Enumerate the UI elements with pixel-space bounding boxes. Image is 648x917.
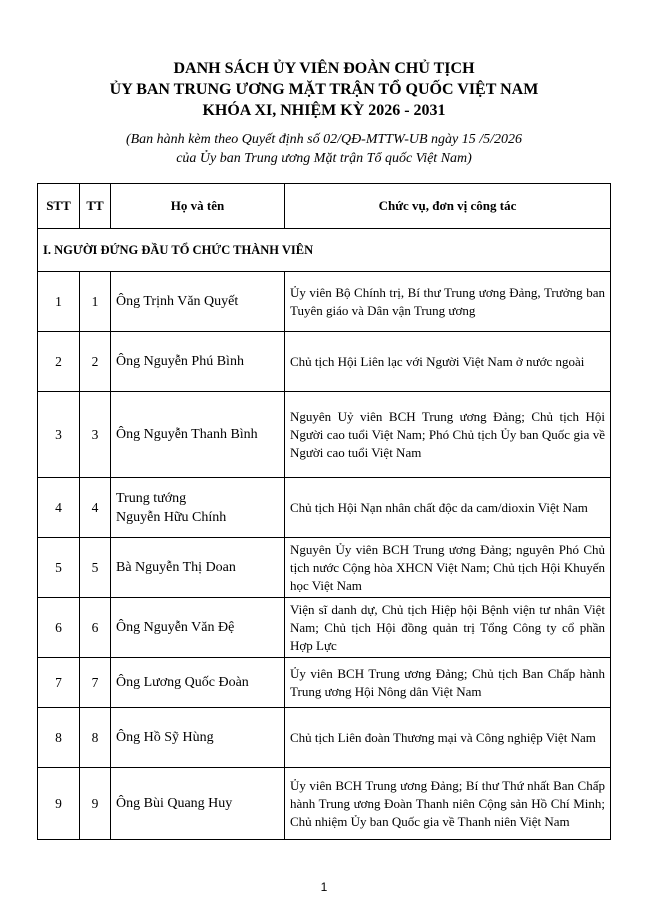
row-role: Ủy viên Bộ Chính trị, Bí thư Trung ương Đảng, Trưởng ban Tuyên giáo và Dân vận Trung ương xyxy=(285,272,611,332)
row-name: Bà Nguyễn Thị Doan xyxy=(111,538,285,598)
row-name: Ông Nguyễn Phú Bình xyxy=(111,332,285,392)
row-role: Viện sĩ danh dự, Chủ tịch Hiệp hội Bệnh viện tư nhân Việt Nam; Chủ tịch Hội đồng quản trị Tổng Công ty cổ phần Hợp Lực xyxy=(285,598,611,658)
row-tt: 9 xyxy=(80,768,111,840)
row-tt: 5 xyxy=(80,538,111,598)
header-name: Họ và tên xyxy=(111,184,285,229)
subtitle-line-1: (Ban hành kèm theo Quyết định số 02/QĐ-MTTW-UB ngày 15 /5/2026 xyxy=(125,132,523,147)
header-tt: TT xyxy=(80,184,111,229)
row-tt: 3 xyxy=(80,392,111,478)
table-row xyxy=(38,392,611,478)
row-stt: 5 xyxy=(38,538,80,598)
row-tt: 8 xyxy=(80,708,111,768)
row-name: Trung tướng Nguyễn Hữu Chính xyxy=(111,478,285,538)
row-role: Ủy viên BCH Trung ương Đảng; Bí thư Thứ nhất Ban Chấp hành Trung ương Đoàn Thanh niên Cộng sản Hồ Chí Minh; Chủ nhiệm Ủy ban Quốc gia về Thanh niên Việt Nam xyxy=(285,768,611,840)
title-line-3: KHÓA XI, NHIỆM KỲ 2026 - 2031 xyxy=(202,102,446,119)
row-stt: 8 xyxy=(38,708,80,768)
row-tt: 2 xyxy=(80,332,111,392)
header-role: Chức vụ, đơn vị công tác xyxy=(285,184,611,229)
table-row xyxy=(38,332,611,392)
row-role: Nguyên Uỷ viên BCH Trung ương Đảng; Chủ tịch Hội Người cao tuổi Việt Nam; Phó Chủ tịch Ủy ban Quốc gia về Người cao tuổi Việt Nam xyxy=(285,392,611,478)
row-stt: 1 xyxy=(38,272,80,332)
table-row xyxy=(38,598,611,658)
table-row xyxy=(38,708,611,768)
row-stt: 3 xyxy=(38,392,80,478)
roster-table xyxy=(37,183,611,840)
row-stt: 9 xyxy=(38,768,80,840)
row-tt: 4 xyxy=(80,478,111,538)
row-tt: 6 xyxy=(80,598,111,658)
title-line-2: ỦY BAN TRUNG ƯƠNG MẶT TRẬN TỔ QUỐC VIỆT NAM xyxy=(109,81,539,98)
row-tt: 7 xyxy=(80,658,111,708)
row-role: Nguyên Ủy viên BCH Trung ương Đảng; nguyên Phó Chủ tịch nước Cộng hòa XHCN Việt Nam; Chủ tịch Hội Khuyến học Việt Nam xyxy=(285,538,611,598)
section-title: I. NGƯỜI ĐỨNG ĐẦU TỔ CHỨC THÀNH VIÊN xyxy=(38,229,611,272)
row-tt: 1 xyxy=(80,272,111,332)
row-stt: 4 xyxy=(38,478,80,538)
page-number: 1 xyxy=(320,880,328,894)
row-stt: 7 xyxy=(38,658,80,708)
row-name: Ông Trịnh Văn Quyết xyxy=(111,272,285,332)
table-header-row xyxy=(38,184,611,229)
document-title xyxy=(0,58,648,121)
row-name: Ông Bùi Quang Huy xyxy=(111,768,285,840)
row-role: Chủ tịch Liên đoàn Thương mại và Công nghiệp Việt Nam xyxy=(285,708,611,768)
table-row xyxy=(38,478,611,538)
subtitle-line-2: của Ủy ban Trung ương Mặt trận Tổ quốc Việt Nam) xyxy=(176,151,472,166)
table-row xyxy=(38,538,611,598)
table-row xyxy=(38,768,611,840)
row-role: Chủ tịch Hội Liên lạc với Người Việt Nam ở nước ngoài xyxy=(285,332,611,392)
document-subtitle xyxy=(0,130,648,168)
table-row xyxy=(38,658,611,708)
section-row xyxy=(38,229,611,272)
row-name: Ông Hồ Sỹ Hùng xyxy=(111,708,285,768)
title-line-1: DANH SÁCH ỦY VIÊN ĐOÀN CHỦ TỊCH xyxy=(173,60,475,77)
row-role: Chủ tịch Hội Nạn nhân chất độc da cam/dioxin Việt Nam xyxy=(285,478,611,538)
row-role: Ủy viên BCH Trung ương Đảng; Chủ tịch Ban Chấp hành Trung ương Hội Nông dân Việt Nam xyxy=(285,658,611,708)
row-name: Ông Lương Quốc Đoàn xyxy=(111,658,285,708)
row-stt: 6 xyxy=(38,598,80,658)
header-stt: STT xyxy=(38,184,80,229)
table-row xyxy=(38,272,611,332)
row-name: Ông Nguyễn Thanh Bình xyxy=(111,392,285,478)
row-stt: 2 xyxy=(38,332,80,392)
row-name: Ông Nguyễn Văn Đệ xyxy=(111,598,285,658)
